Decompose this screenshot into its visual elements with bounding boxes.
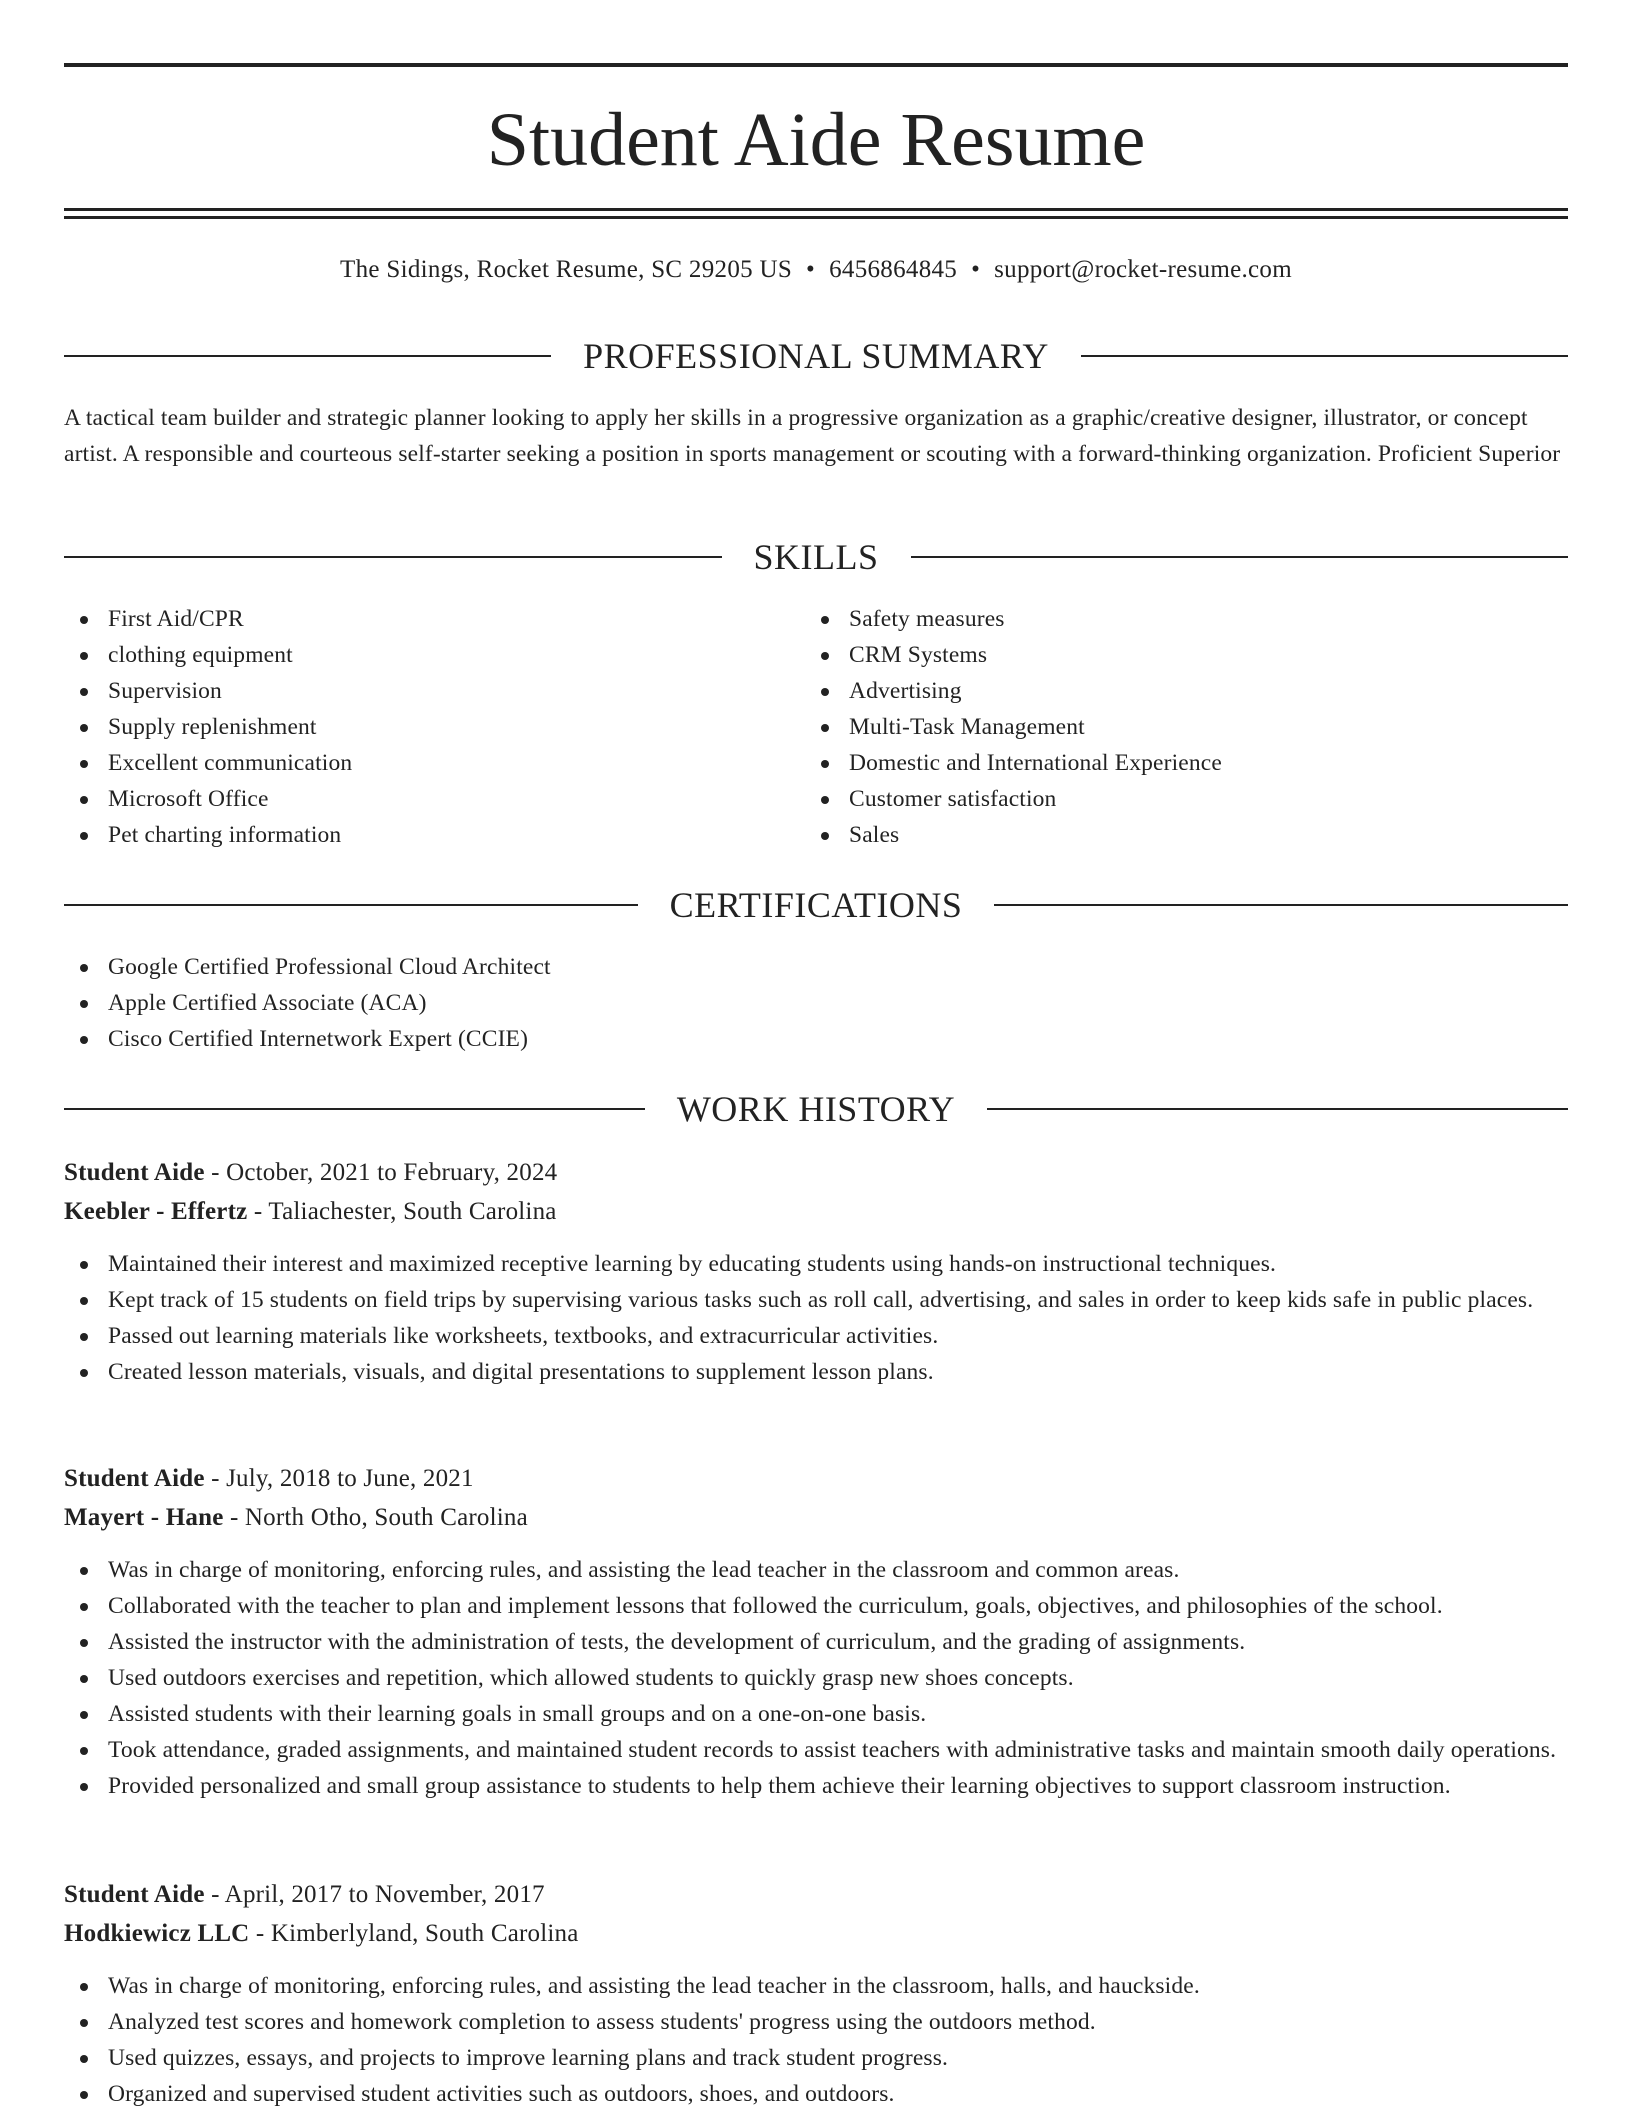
job-company: Keebler - Effertz [64,1198,248,1225]
skills-heading-label: SKILLS [753,537,879,577]
job-dates: - April, 2017 to November, 2017 [204,1881,545,1908]
skill-item: Microsoft Office [64,781,804,817]
job-title: Student Aide [64,1881,205,1908]
contact-email[interactable]: support@rocket-resume.com [994,256,1292,283]
skill-item: clothing equipment [64,637,804,673]
job-company: Hodkiewicz LLC [64,1920,250,1947]
contact-separator: • [971,256,981,283]
job-title-line [64,1875,1568,1914]
job-title: Student Aide [64,1465,205,1492]
job-company-line [64,1192,1568,1231]
heading-rule-right [1081,355,1568,357]
job-duty-item: Was in charge of monitoring, enforcing rules, and assisting the lead teacher in the classroom and common areas. [64,1552,1568,1588]
job-location: - North Otho, South Carolina [223,1504,528,1531]
certifications-section-heading [64,883,1568,927]
job-entry [64,1459,1568,1804]
skill-item: First Aid/CPR [64,601,804,637]
certification-item: Cisco Certified Internetwork Expert (CCIE) [64,1021,1568,1057]
heading-rule-left [64,1108,645,1110]
job-title: Student Aide [64,1159,205,1186]
job-location: - Taliachester, South Carolina [247,1198,557,1225]
job-title-line [64,1153,1568,1192]
job-entry [64,1875,1568,2112]
skill-item: Advertising [805,673,1568,709]
certification-item: Apple Certified Associate (ACA) [64,985,1568,1021]
job-dates: - July, 2018 to June, 2021 [204,1465,474,1492]
summary-heading-label: PROFESSIONAL SUMMARY [583,336,1049,376]
job-title-line [64,1459,1568,1498]
job-duty-item: Analyzed test scores and homework completion to assess students' progress using the outdoors method. [64,2004,1568,2040]
title-double-rule-lower [64,216,1568,219]
heading-rule-right [911,556,1569,558]
job-duty-item: Passed out learning materials like worksheets, textbooks, and extracurricular activities. [64,1318,1568,1354]
job-company-line [64,1914,1568,1953]
job-duty-item: Organized and supervised student activities such as outdoors, shoes, and outdoors. [64,2076,1568,2112]
resume-title: Student Aide Resume [486,98,1146,182]
job-duty-item: Provided personalized and small group assistance to students to help them achieve their learning objectives to support classroom instruction. [64,1768,1568,1804]
contact-line [64,252,1568,288]
skill-item: Safety measures [805,601,1568,637]
heading-rule-left [64,556,722,558]
heading-rule-right [994,904,1568,906]
job-duty-item: Was in charge of monitoring, enforcing rules, and assisting the lead teacher in the classroom, halls, and hauckside. [64,1968,1568,2004]
professional-summary: A tactical team builder and strategic planner looking to apply her skills in a progressive organization as a graphic/creative designer, illustrator, or concept artist. A responsible and courteous self-starter seeking a position in sports management or scouting with a forward-thinking organization. Proficient Superior [64,405,1561,467]
title-double-rule-upper [64,208,1568,211]
heading-rule-left [64,904,638,906]
skill-item: CRM Systems [805,637,1568,673]
heading-rule-right [987,1108,1568,1110]
certifications-list [64,949,1568,1057]
work-history-section-heading [64,1087,1568,1131]
job-duty-item: Maintained their interest and maximized receptive learning by educating students using hands-on instructional techniques. [64,1246,1568,1282]
skill-item: Multi-Task Management [805,709,1568,745]
job-duty-item: Created lesson materials, visuals, and digital presentations to supplement lesson plans. [64,1354,1568,1390]
heading-rule-left [64,355,551,357]
job-duties-list [64,1246,1568,1390]
job-duty-item: Collaborated with the teacher to plan and implement lessons that followed the curriculum, goals, objectives, and philosophies of the school. [64,1588,1568,1624]
work-history-heading-label: WORK HISTORY [676,1089,956,1129]
job-duty-item: Took attendance, graded assignments, and maintained student records to assist teachers with administrative tasks and maintain smooth daily operations. [64,1732,1568,1768]
skill-item: Excellent communication [64,745,804,781]
top-rule [64,63,1568,67]
job-duties-list [64,1968,1568,2112]
job-company: Mayert - Hane [64,1504,224,1531]
skills-list-right [805,601,1568,853]
summary-section-heading [64,334,1568,378]
skill-item: Supervision [64,673,804,709]
job-duty-item: Assisted students with their learning goals in small groups and on a one-on-one basis. [64,1696,1568,1732]
job-entry [64,1153,1568,1390]
job-duty-item: Assisted the instructor with the administration of tests, the development of curriculum, and the grading of assignments. [64,1624,1568,1660]
job-duty-item: Kept track of 15 students on field trips by supervising various tasks such as roll call, advertising, and sales in order to keep kids safe in public places. [64,1282,1568,1318]
job-duties-list [64,1552,1568,1804]
skills-section-heading [64,535,1568,579]
job-company-line [64,1498,1568,1537]
certification-item: Google Certified Professional Cloud Architect [64,949,1568,985]
job-duty-item: Used quizzes, essays, and projects to improve learning plans and track student progress. [64,2040,1568,2076]
skills-list-left [64,601,804,853]
certifications-heading-label: CERTIFICATIONS [669,885,963,925]
skill-item: Domestic and International Experience [805,745,1568,781]
contact-phone: 6456864845 [829,256,958,283]
skill-item: Customer satisfaction [805,781,1568,817]
skill-item: Sales [805,817,1568,853]
contact-separator: • [806,256,816,283]
contact-address: The Sidings, Rocket Resume, SC 29205 US [340,256,793,283]
skill-item: Pet charting information [64,817,804,853]
job-location: - Kimberlyland, South Carolina [249,1920,579,1947]
job-duty-item: Used outdoors exercises and repetition, which allowed students to quickly grasp new shoes concepts. [64,1660,1568,1696]
skill-item: Supply replenishment [64,709,804,745]
job-dates: - October, 2021 to February, 2024 [204,1159,558,1186]
